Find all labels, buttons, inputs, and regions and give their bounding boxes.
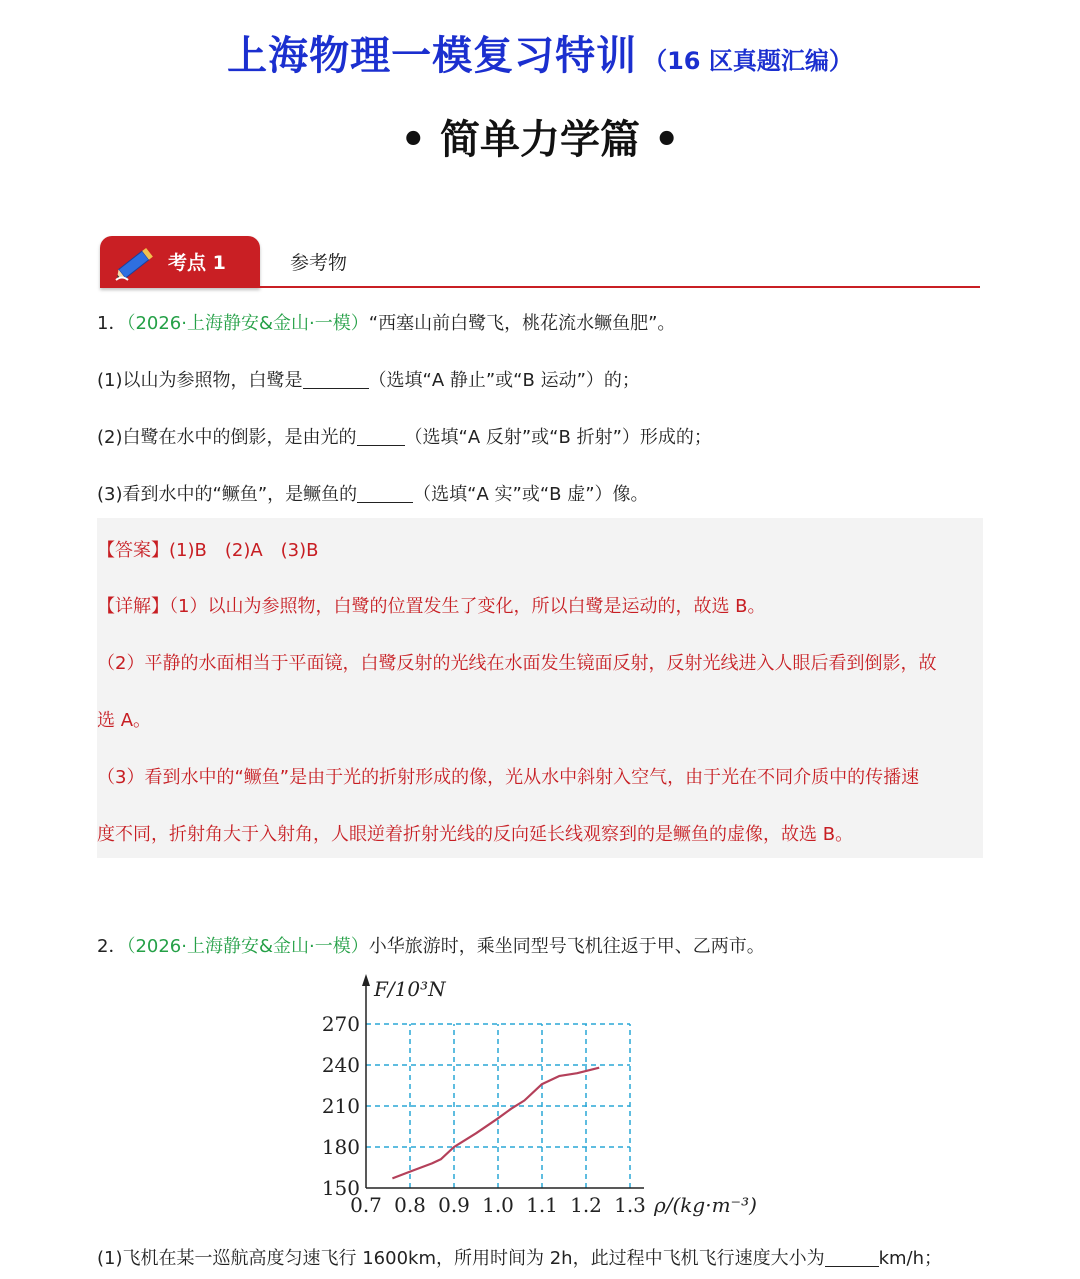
x-tick-label: 1.0 xyxy=(482,1193,514,1217)
q1-part-2 xyxy=(97,423,712,449)
q2-part-1-after: km/h； xyxy=(878,1248,943,1269)
q1-stem-text: “西塞山前白鹭飞，桃花流水鳜鱼肥”。 xyxy=(368,313,676,334)
title-main-text: 上海物理一模复习特训 xyxy=(227,33,638,79)
x-tick-label: 1.2 xyxy=(570,1193,602,1217)
title-suffix: （16 区真题汇编） xyxy=(643,47,853,75)
answer-box xyxy=(97,518,983,858)
y-tick-label: 270 xyxy=(321,1012,360,1036)
detail-line-3: 选 A。 xyxy=(97,710,152,731)
x-tick-label: 0.7 xyxy=(350,1193,382,1217)
q2-stem-text: 小华旅游时，乘坐同型号飞机往返于甲、乙两市。 xyxy=(368,936,765,957)
q1-part-3-after: （选填“A 实”或“B 虚”）像。 xyxy=(413,484,649,505)
y-tick-label: 180 xyxy=(321,1135,360,1159)
q1-stem xyxy=(97,309,675,335)
q2-part-1-before: (1)飞机在某一巡航高度匀速飞行 1600km，所用时间为 2h，此过程中飞机飞行速度大小为 xyxy=(97,1248,825,1269)
detail-line-4: （3）看到水中的“鳜鱼”是由于光的折射形成的像，光从水中斜射入空气，由于光在不同介质中的传播速 xyxy=(97,767,920,788)
detail-line-1: 【详解】（1）以山为参照物，白鹭的位置发生了变化，所以白鹭是运动的，故选 B。 xyxy=(97,596,766,617)
q1-part-1-after: （选填“A 静止”或“B 运动”）的； xyxy=(368,370,640,391)
q1-part-2-blank xyxy=(357,427,405,446)
q1-part-3-before: (3)看到水中的“鳜鱼”，是鳜鱼的 xyxy=(97,484,358,505)
y-tick-label: 150 xyxy=(321,1176,360,1200)
x-tick-label: 1.3 xyxy=(614,1193,646,1217)
pencil-icon xyxy=(112,242,158,284)
x-tick-label: 0.8 xyxy=(394,1193,426,1217)
detail-line-2: （2）平静的水面相当于平面镜，白鹭反射的光线在水面发生镜面反射，反射光线进入人眼后看到倒影，故 xyxy=(97,653,937,674)
document-subtitle: • 简单力学篇 • xyxy=(400,117,680,163)
q2-part-1 xyxy=(97,1244,942,1270)
q1-part-1-blank xyxy=(303,370,369,389)
section-badge xyxy=(100,236,260,288)
q1-part-2-after: （选填“A 反射”或“B 折射”）形成的； xyxy=(404,427,712,448)
data-series-line xyxy=(392,1068,599,1179)
section-topic: 参考物 xyxy=(290,252,348,274)
document-title xyxy=(0,24,1080,81)
q1-part-1-before: (1)以山为参照物，白鹭是 xyxy=(97,370,303,391)
force-density-chart xyxy=(321,968,770,1228)
q2-number: 2． xyxy=(97,936,127,957)
q1-part-2-before: (2)白鹭在水中的倒影，是由光的 xyxy=(97,427,357,448)
answer-line: 【答案】(1)B (2)A (3)B xyxy=(97,540,319,561)
q1-number: 1． xyxy=(97,313,127,334)
q2-source: （2026·上海静安&金山·一模） xyxy=(126,936,369,957)
y-tick-label: 210 xyxy=(321,1094,360,1118)
q2-part-1-blank xyxy=(825,1248,879,1267)
q2-stem xyxy=(97,932,765,958)
y-tick-label: 240 xyxy=(321,1053,360,1077)
x-tick-label: 1.1 xyxy=(526,1193,558,1217)
section-badge-label: 考点 1 xyxy=(168,252,226,274)
q1-part-1 xyxy=(97,366,640,392)
y-axis-label: F/10³N xyxy=(374,977,446,1001)
y-axis-arrow xyxy=(362,974,370,986)
q1-source: （2026·上海静安&金山·一模） xyxy=(126,313,369,334)
section-divider xyxy=(100,286,980,288)
q1-part-3 xyxy=(97,480,649,506)
x-tick-label: 0.9 xyxy=(438,1193,470,1217)
detail-line-5: 度不同，折射角大于入射角，人眼逆着折射光线的反向延长线观察到的是鳜鱼的虚像，故选 B。 xyxy=(97,824,854,845)
x-axis-label: ρ/(kg·m⁻³) xyxy=(654,1193,757,1217)
q1-part-3-blank xyxy=(357,484,413,503)
